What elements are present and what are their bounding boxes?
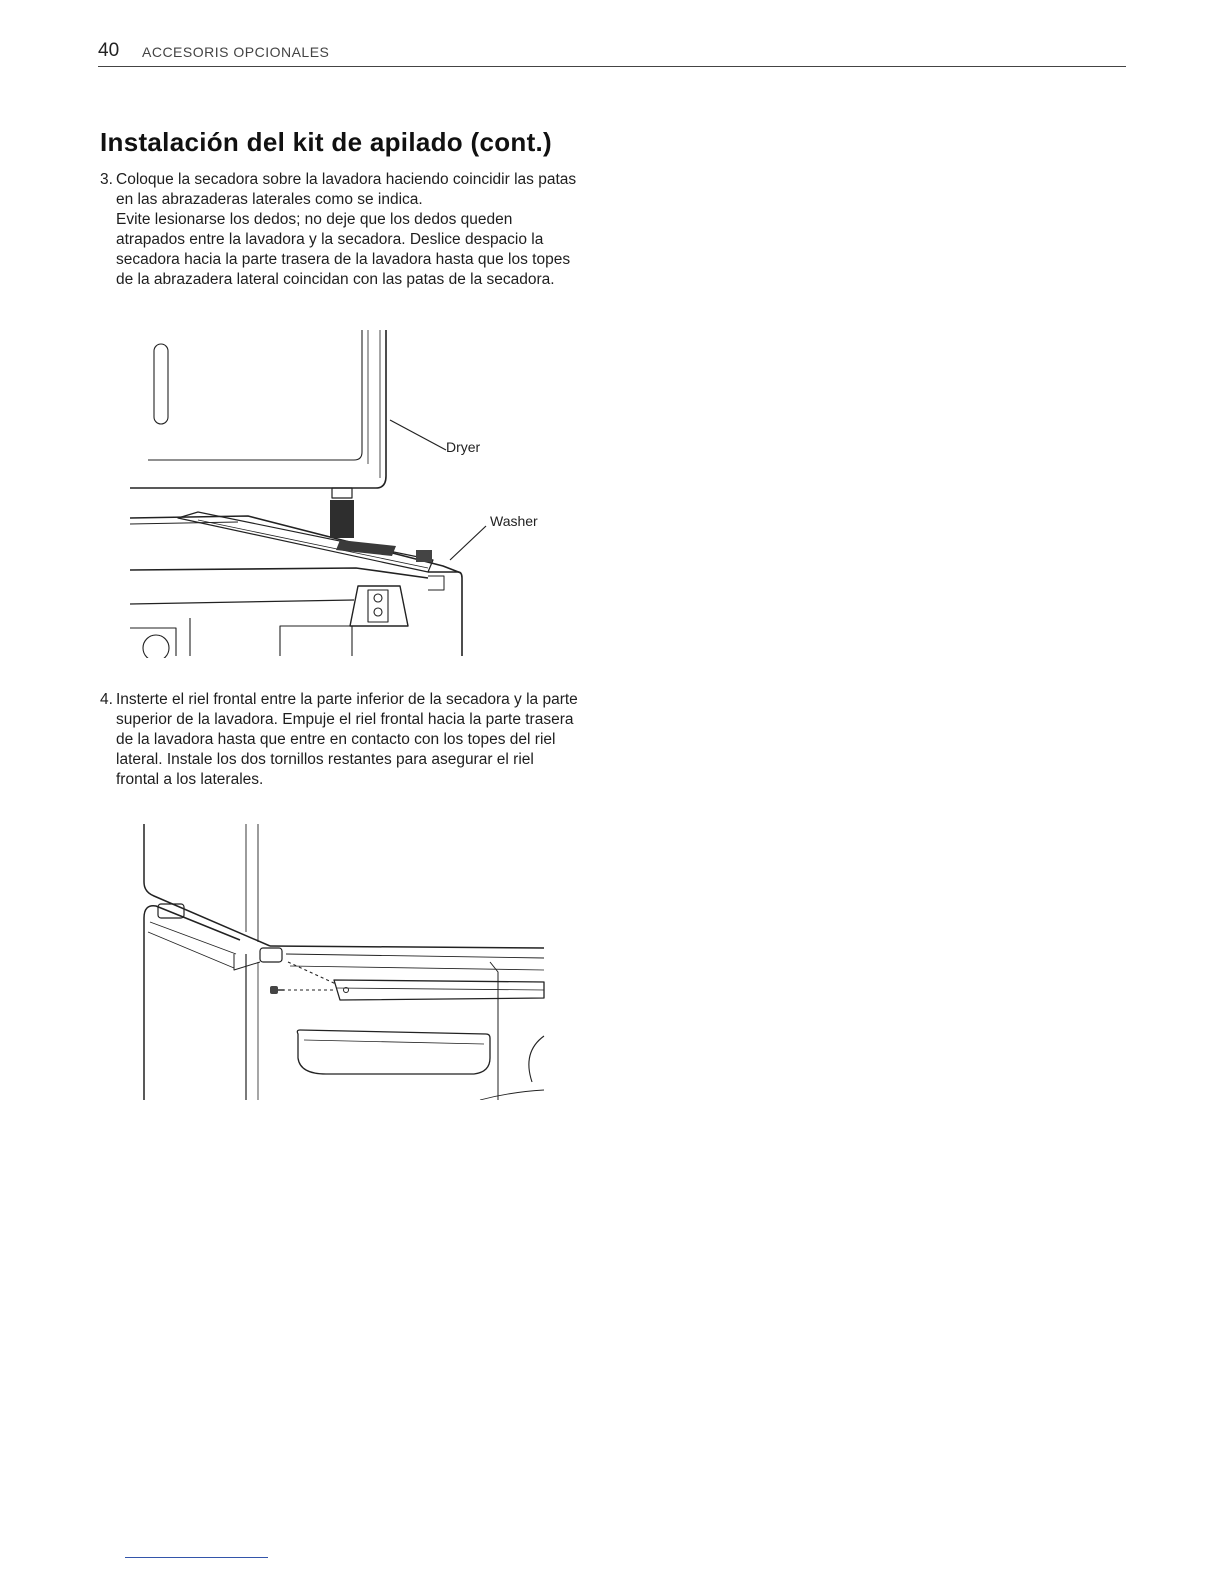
step-3: [100, 170, 580, 290]
step-number: 3.: [100, 171, 113, 188]
figure-front-rail-install: [140, 822, 550, 1100]
step-number: 4.: [100, 691, 113, 708]
step-paragraph: Coloque la secadora sobre la lavadora haciendo coincidir las patas en las abrazaderas laterales como se indica.: [116, 171, 577, 208]
page-header: [98, 40, 1126, 67]
washer-label: Washer: [490, 513, 538, 529]
step-paragraph: Insterte el riel frontal entre la parte inferior de la secadora y la parte superior de la lavadora. Empuje el riel frontal hacia la parte trasera de la lavadora hasta que entre en contacto con los topes del riel lateral. Instale los dos tornillos restantes para asegurar el riel frontal a los laterales.: [116, 691, 578, 788]
step-paragraph: Evite lesionarse los dedos; no deje que los dedos queden atrapados entre la lavadora y la secadora. Deslice despacio la secadora hacia la parte trasera de la lavadora hasta que los topes de la abrazadera lateral coincidan con las patas de la secadora.: [116, 211, 571, 288]
step-4: [100, 690, 580, 790]
section-name: ACCESORIS OPCIONALES: [142, 44, 330, 60]
dryer-label: Dryer: [446, 439, 481, 455]
screw-icon: [270, 986, 284, 994]
figure-dryer-on-washer: [128, 328, 548, 658]
step-body: [116, 170, 580, 290]
footer-rule: [125, 1557, 268, 1558]
step-body: [116, 690, 580, 790]
page-number: 40: [98, 40, 120, 61]
page-title: Instalación del kit de apilado (cont.): [100, 127, 553, 157]
